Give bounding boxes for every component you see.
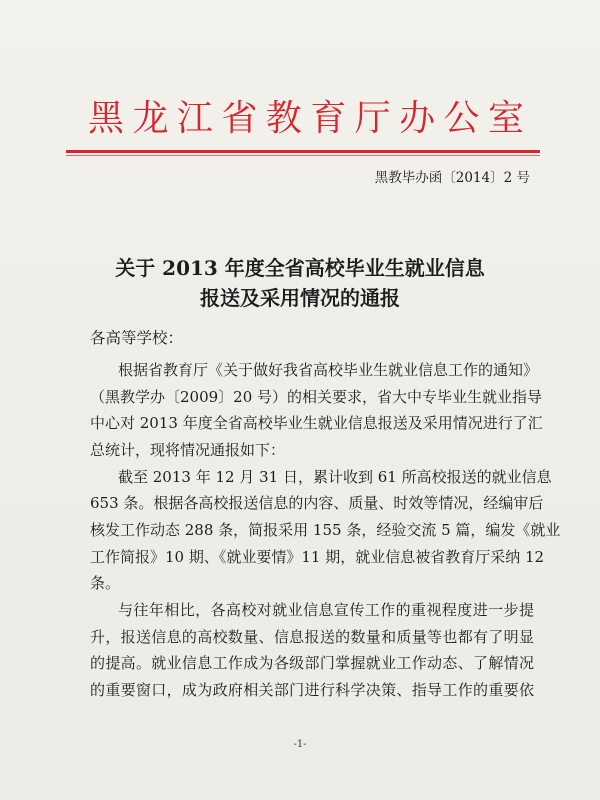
body-line: （黑教学办〔2009〕20 号）的相关要求，省大中专毕业生就业指导 bbox=[90, 388, 543, 406]
body-line: 核发工作动态 288 条，简报采用 155 条，经验交流 5 篇，编发《就业 bbox=[90, 521, 561, 539]
body-line: 的重要窗口，成为政府相关部门进行科学决策、指导工作的重要依 bbox=[90, 681, 534, 699]
document-title-line-1: 关于 2013 年度全省高校毕业生就业信息 bbox=[115, 256, 485, 280]
page-number: -1- bbox=[293, 739, 307, 750]
issuing-office-header: 黑龙江省教育厅办公室 bbox=[88, 98, 524, 139]
document-number: 黑教毕办函〔2014〕2 号 bbox=[374, 170, 530, 186]
body-line: 总统计，现将情况通报如下： bbox=[90, 441, 286, 459]
body-line: 的提高。就业信息工作成为各级部门掌握就业工作动态、了解情况 bbox=[90, 654, 534, 672]
body-line: 截至 2013 年 12 月 31 日，累计收到 61 所高校报送的就业信息 bbox=[118, 468, 552, 486]
red-header-rule bbox=[66, 150, 540, 153]
body-line: 条。 bbox=[90, 574, 121, 592]
body-line: 中心对 2013 年度全省高校毕业生就业信息报送及采用情况进行了汇 bbox=[90, 414, 543, 432]
document-title-line-2: 报送及采用情况的通报 bbox=[200, 286, 400, 310]
body-line: 升，报送信息的高校数量、信息报送的数量和质量等也都有了明显 bbox=[90, 628, 534, 646]
red-header-rule-thin bbox=[66, 155, 540, 156]
body-line: 根据省教育厅《关于做好我省高校毕业生就业信息工作的通知》 bbox=[118, 361, 539, 379]
body-line: 工作简报》10 期、《就业要情》11 期，就业信息被省教育厅采纳 12 bbox=[90, 548, 545, 566]
addressee: 各高等学校： bbox=[90, 329, 184, 347]
body-line: 与往年相比，各高校对就业信息宣传工作的重视程度进一步提 bbox=[118, 601, 534, 619]
body-line: 653 条。根据各高校报送信息的内容、质量、时效等情况，经编审后 bbox=[90, 494, 544, 512]
